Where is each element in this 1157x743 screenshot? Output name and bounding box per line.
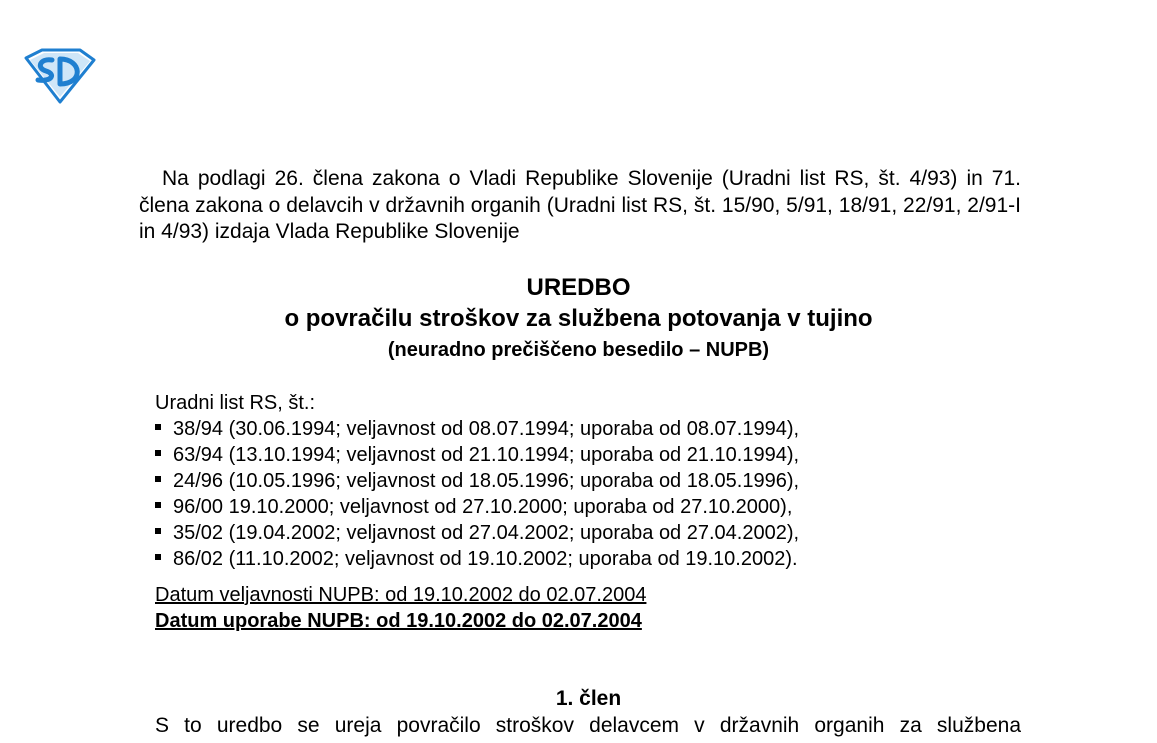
sd-logo-icon bbox=[22, 48, 96, 104]
document-subtitle: o povračilu stroškov za službena potovanja v tujino bbox=[284, 305, 873, 332]
gazette-label: Uradni list RS, št.: bbox=[155, 392, 316, 414]
article-title: 1. člen bbox=[555, 687, 622, 710]
gazette-entry: 24/96 (10.05.1996; veljavnost od 18.05.1996; uporaba od 18.05.1996), bbox=[173, 470, 800, 492]
list-item bbox=[155, 546, 799, 572]
list-item bbox=[155, 442, 799, 468]
gazette-entry: 63/94 (13.10.1994; veljavnost od 21.10.1994; uporaba od 21.10.1994), bbox=[173, 444, 800, 466]
bullet-icon bbox=[155, 476, 161, 482]
bullet-icon bbox=[155, 424, 161, 430]
document-title: UREDBO bbox=[526, 274, 631, 301]
gazette-list bbox=[155, 416, 799, 572]
gazette-entry: 38/94 (30.06.1994; veljavnost od 08.07.1994; uporaba od 08.07.1994), bbox=[173, 418, 800, 440]
validity-section bbox=[155, 582, 646, 634]
bullet-icon bbox=[155, 450, 161, 456]
list-item bbox=[155, 520, 799, 546]
use-date: Datum uporabe NUPB: od 19.10.2002 do 02.07.2004 bbox=[155, 610, 642, 632]
gazette-entry: 35/02 (19.04.2002; veljavnost od 27.04.2002; uporaba od 27.04.2002), bbox=[173, 522, 800, 544]
bullet-icon bbox=[155, 502, 161, 508]
gazette-section bbox=[155, 390, 799, 572]
gazette-entry: 96/00 19.10.2000; veljavnost od 27.10.2000; uporaba od 27.10.2000), bbox=[173, 496, 793, 518]
validity-date: Datum veljavnosti NUPB: od 19.10.2002 do 02.07.2004 bbox=[155, 584, 647, 606]
list-item bbox=[155, 416, 799, 442]
bullet-icon bbox=[155, 554, 161, 560]
bullet-icon bbox=[155, 528, 161, 534]
preamble-paragraph: Na podlagi 26. člena zakona o Vladi Republike Slovenije (Uradni list RS, št. 4/93) in 71. člena zakona o delavcih v državnih organih (Uradni list RS, št. 15/90, 5/91, 18/91, 22/91, 2/91-I in 4/93) izdaja Vlada Republike Slovenije bbox=[139, 167, 1021, 243]
list-item bbox=[155, 468, 799, 494]
article-text: S to uredbo se ureja povračilo stroškov delavcem v državnih organih za službena bbox=[155, 714, 1021, 737]
gazette-entry: 86/02 (11.10.2002; veljavnost od 19.10.2002; uporaba od 19.10.2002). bbox=[173, 548, 798, 570]
list-item bbox=[155, 494, 799, 520]
document-note: (neuradno prečiščeno besedilo – NUPB) bbox=[387, 339, 770, 361]
